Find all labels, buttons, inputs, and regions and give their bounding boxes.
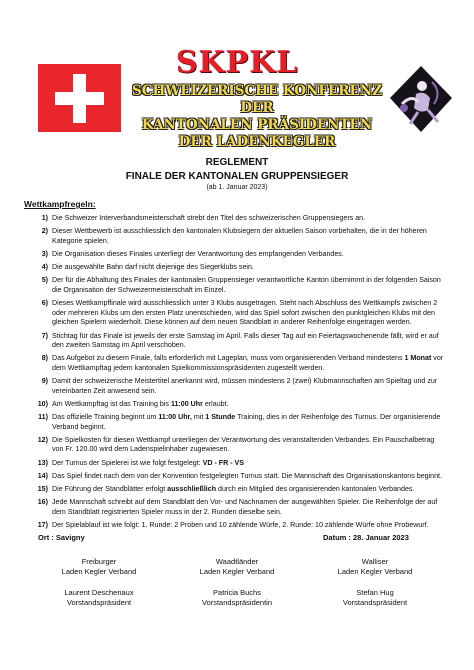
document-title (0, 156, 474, 184)
association-line: Freiburger (81, 557, 117, 566)
rule-text-part: Das offizielle Training beginnt um (52, 413, 159, 422)
emblem-ball (400, 104, 408, 112)
rule-number: 11) (38, 413, 48, 422)
rule-text (52, 521, 429, 529)
title-line-finale: FINALE DER KANTONALEN GRUPPENSIEGER (125, 171, 349, 182)
rule-item (24, 498, 444, 517)
rule-text-part: vor dem Wettkampftag jedem kantonalen Spielkommissionspräsidenten zugestellt werden. (52, 354, 444, 372)
rule-item (24, 485, 444, 495)
rule-text (52, 299, 437, 326)
rule-number: 1) (41, 214, 48, 222)
rule-item (24, 459, 444, 469)
rule-emphasis: 11:00 Uhr (170, 399, 203, 408)
rule-number: 7) (41, 331, 48, 340)
date-label: Datum : 28. Januar 2023 (323, 533, 409, 542)
rule-number: 5) (41, 276, 48, 285)
rule-text (52, 227, 427, 245)
rule-item (24, 263, 444, 273)
rule-text-part: Der Spielablauf ist wie folgt: 1. Runde: 2 Proben und 10 zählende Würfe, 2. Runde: 10 zählende Würfe ohne Probewurf. (52, 520, 429, 529)
rule-text (52, 498, 437, 516)
effective-date-note: (ab 1. Januar 2023) (206, 184, 268, 191)
signatory-name: Patricia Buchs (213, 588, 261, 597)
rule-text (52, 436, 434, 454)
rule-number: 10) (37, 399, 48, 408)
rule-text-part: Die Schweizer Interverbandsmeisterschaft strebt den Titel des schweizerischen Gruppensiegers an. (52, 214, 366, 222)
place-label: Ort : Savigny (38, 533, 85, 542)
rule-emphasis: 1 Stunde (205, 413, 236, 422)
rule-text-part: Der für die Abhaltung des Finales der kantonalen Gruppensieger verantwortliche Kanton übernimmt in der folgenden Saison die Organisation der Schweizermeisterschaft im Einzel. (52, 276, 441, 294)
emblem-head (417, 81, 427, 91)
rule-item (24, 472, 444, 482)
signatory-role: Vorstandspräsident (66, 598, 132, 607)
signatory-role: Vorstandspräsident (342, 598, 408, 607)
rule-text (52, 214, 365, 222)
rules-list (24, 214, 444, 534)
rule-number: 6) (41, 299, 48, 308)
association-line: Laden Kegler Verband (199, 567, 275, 576)
rule-emphasis: VD - FR - VS (202, 458, 245, 467)
signatory-vd-person (157, 588, 317, 608)
rule-text-part: durch ein Mitglied des organisierenden kantonalen Verbandes. (216, 484, 415, 493)
rule-number: 16) (37, 498, 48, 507)
signatory-vs-association (295, 557, 455, 577)
rule-text-part: mit (191, 413, 206, 422)
rule-text-part: Damit der schweizerische Meistertitel anerkannt wird, müssen mindestens 2 (zwei) Klubmannschaften am Spieltag und zur vereinbarten Zeit anwesend sein. (52, 377, 438, 395)
rule-item (24, 377, 444, 396)
rule-item (24, 250, 444, 260)
rule-text (52, 459, 244, 467)
rule-text (52, 354, 443, 372)
rule-number: 12) (37, 435, 48, 444)
rule-number: 3) (41, 249, 48, 258)
rule-number: 8) (41, 354, 48, 363)
signatory-vs-person (295, 588, 455, 608)
rule-text-part: Die Organisation dieses Finales unterliegt der Verantwortung des empfangenden Verbandes. (52, 249, 344, 258)
rule-text-part: Dieses Wettkampffinale wird ausschliesslich unter 3 Klubs ausgetragen. Steht nach Abschluss des Wettkampfs zwischen 2 oder mehreren Klubs um den ersten Platz unentschieden, wird das Spiel sofort zwischen den punktgleichen Klubs mit den gleichen Spielern wiederholt. Diese können auf dem neuen Standblatt in anderer Reihenfolge eingetragen werden. (52, 299, 438, 327)
rule-item (24, 436, 444, 455)
rule-text (52, 400, 229, 408)
rule-text-part: Am Wettkampftag ist das Training bis (52, 399, 171, 408)
title-line-reglement: REGLEMENT (205, 157, 269, 168)
signatory-fr-association (19, 557, 179, 577)
rule-text (52, 472, 442, 480)
rule-number: 15) (37, 484, 48, 493)
rule-number: 17) (37, 520, 48, 529)
org-line: KANTONALEN PRÄSIDENTEN (141, 117, 373, 133)
rule-text (52, 413, 440, 431)
organization-name (120, 83, 394, 151)
rule-text-part: Training, dies in der Reihenfolge des Turnus. Der organisierende Verband beginnt. (52, 413, 441, 431)
association-line: Laden Kegler Verband (61, 567, 137, 576)
rule-text-part: Die ausgewählte Bahn darf nicht diejenige des Siegerklubs sein. (52, 263, 254, 272)
rule-item (24, 400, 444, 410)
rule-text (52, 263, 254, 271)
signatory-fr-person (19, 588, 179, 608)
rule-text-part: Die Spielkosten für diesen Wettkampf unterliegen der Verantwortung des veranstaltenden Verbandes. Ein Pauschalbetrag von Fr. 120.00 wird dem Ladenspielinhaber zugewiesen. (52, 435, 435, 454)
signatory-vd-association (157, 557, 317, 577)
rule-item (24, 332, 444, 351)
rule-emphasis: ausschließlich (167, 484, 217, 493)
rule-text-part: erlaubt. (202, 399, 229, 408)
section-heading: Wettkampfregeln: (24, 199, 96, 209)
rule-number: 14) (37, 471, 48, 480)
rule-text-part: Stichtag für das Finale ist jeweils der erste Samstag im April. Falls dieser Tag auf ein Feiertagswochenende fällt, wird er auf den zweiten Samstag im April verschoben. (52, 331, 439, 350)
rule-text-part: Das Spiel findet nach dem von der Konvention festgelegten Turnus statt. Die Mannschaft des Organisationskantons beginnt. (52, 471, 442, 480)
signatory-name: Stefan Hug (356, 588, 394, 597)
rule-text (52, 485, 414, 493)
rule-item (24, 214, 444, 224)
rule-text-part: Das Aufgebot zu diesem Finale, falls erforderlich mit Lageplan, muss vom organisierenden Verband mindestens (52, 354, 405, 363)
rule-item (24, 521, 444, 531)
rule-number: 2) (41, 227, 48, 236)
rule-item (24, 413, 444, 432)
rule-item (24, 227, 444, 246)
rule-number: 13) (37, 458, 48, 467)
signatory-role: Vorstandspräsidentin (201, 598, 273, 607)
rule-text (52, 276, 441, 294)
org-line: SCHWEIZERISCHE KONFERENZ DER (132, 83, 382, 116)
rule-item (24, 299, 444, 328)
org-line: DER LADENKEGLER (178, 134, 336, 150)
flag-cross-vertical (73, 74, 86, 123)
brand-title: SKPKL (175, 45, 299, 80)
rule-number: 4) (41, 263, 48, 272)
rule-text (52, 250, 344, 258)
rule-text-part: Der Turnus der Spielerei ist wie folgt festgelegt: (52, 458, 203, 467)
signatory-name: Laurent Deschenaux (64, 588, 134, 597)
rule-emphasis: 1 Monat (404, 354, 432, 363)
rule-emphasis: 11:00 Uhr, (158, 413, 192, 422)
association-line: Waadtländer (215, 557, 259, 566)
association-line: Laden Kegler Verband (337, 567, 413, 576)
rule-text-part: Die Führung der Standblätter erfolgt (52, 484, 168, 493)
association-line: Walliser (361, 557, 389, 566)
rule-item (24, 276, 444, 295)
rule-text (52, 332, 439, 350)
rule-number: 9) (41, 377, 48, 386)
rule-item (24, 354, 444, 373)
rule-text-part: Dieser Wettbewerb ist ausschliesslich den kantonalen Klubsiegern der aktuellen Saison vorbehalten, die in der höheren Kategorie spielen. (52, 227, 427, 245)
rule-text (52, 377, 437, 395)
rule-text-part: Jede Mannschaft schreibt auf dem Standblatt den Vor- und Nachnamen der ausgewählten Spieler. Die Reihenfolge der auf dem Standblatt registrierten Spieler muss in der 2. Runden dieselbe sein. (52, 498, 438, 516)
